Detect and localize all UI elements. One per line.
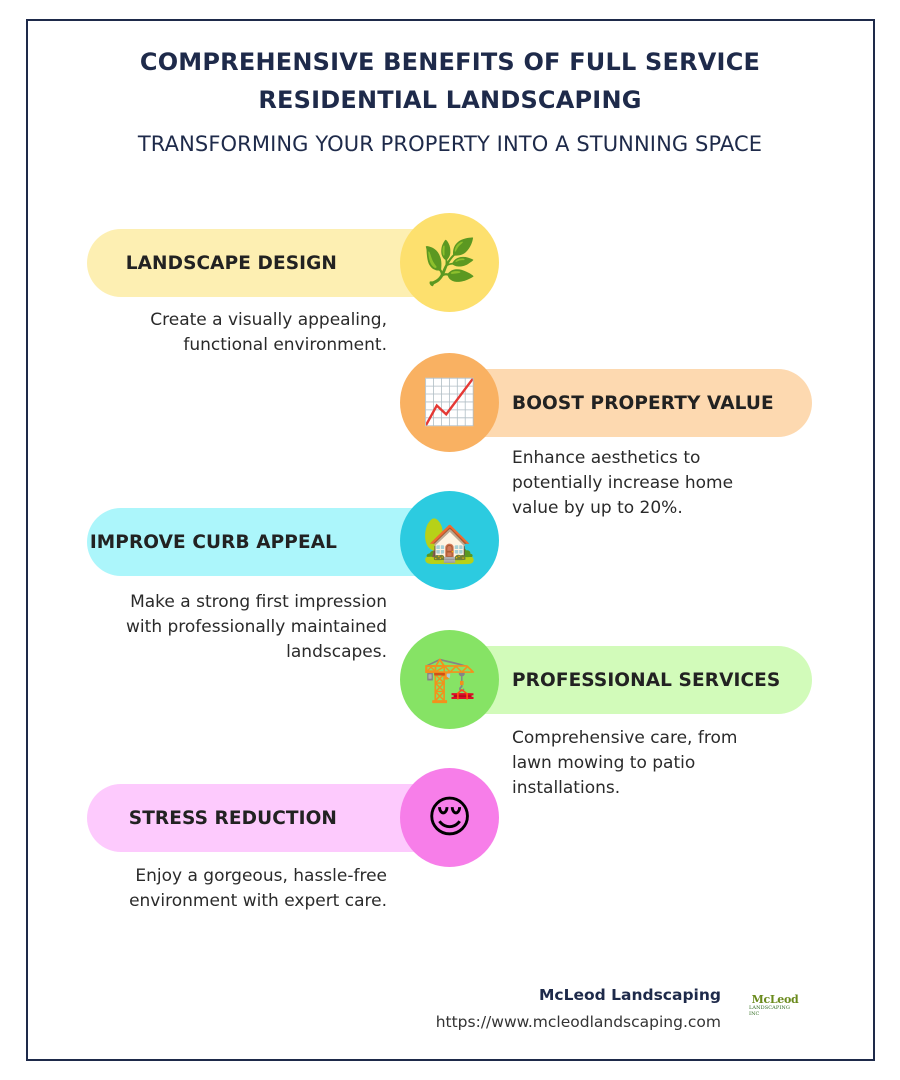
- company-name: McLeod Landscaping: [538, 986, 721, 1004]
- relieved-face-icon: [400, 768, 499, 867]
- benefit-description: Comprehensive care, from lawn mowing to patio installations.: [512, 728, 738, 798]
- house-with-garden-icon: [400, 491, 499, 590]
- page-title-line1: COMPREHENSIVE BENEFITS OF FULL SERVICE: [139, 48, 761, 76]
- page-subtitle: TRANSFORMING YOUR PROPERTY INTO A STUNNING SPACE: [137, 132, 763, 156]
- herb-emoji: 🌿: [422, 236, 477, 288]
- benefit-label: IMPROVE CURB APPEAL: [89, 531, 337, 553]
- benefit-description: Enjoy a gorgeous, hassle-free environment with expert care.: [129, 866, 387, 911]
- benefit-label: STRESS REDUCTION: [128, 807, 337, 829]
- benefit-label: LANDSCAPE DESIGN: [125, 252, 337, 274]
- chart-emoji: 📈: [422, 376, 477, 428]
- benefit-pill-stress-reduction: [87, 784, 449, 852]
- benefit-pill-boost-property-value: [449, 369, 812, 437]
- benefit-label: PROFESSIONAL SERVICES: [512, 669, 781, 691]
- relieved-face-emoji: 😌: [426, 791, 473, 843]
- benefit-description: Enhance aesthetics to potentially increase home value by up to 20%.: [512, 448, 734, 518]
- chart-increasing-icon: [400, 353, 499, 452]
- company-url-link[interactable]: https://www.mcleodlandscaping.com: [435, 1013, 721, 1031]
- logo-wordmark: McLeod: [751, 993, 799, 1006]
- crane-emoji: 🏗️: [422, 653, 477, 705]
- construction-crane-icon: [400, 630, 499, 729]
- house-emoji: 🏡: [422, 514, 477, 566]
- benefit-pill-professional-services: [449, 646, 812, 714]
- benefit-pill-landscape-design: [87, 229, 449, 297]
- herb-icon: [400, 213, 499, 312]
- page-title-line2: RESIDENTIAL LANDSCAPING: [258, 86, 642, 114]
- company-logo: [749, 994, 801, 1016]
- benefit-description: Create a visually appealing, functional environment.: [150, 310, 387, 355]
- logo-subtitle: LANDSCAPING INC: [749, 1005, 790, 1017]
- benefit-label: BOOST PROPERTY VALUE: [512, 392, 774, 414]
- benefit-pill-improve-curb-appeal: [87, 508, 449, 576]
- benefit-description: Make a strong first impression with professionally maintained landscapes.: [126, 592, 387, 662]
